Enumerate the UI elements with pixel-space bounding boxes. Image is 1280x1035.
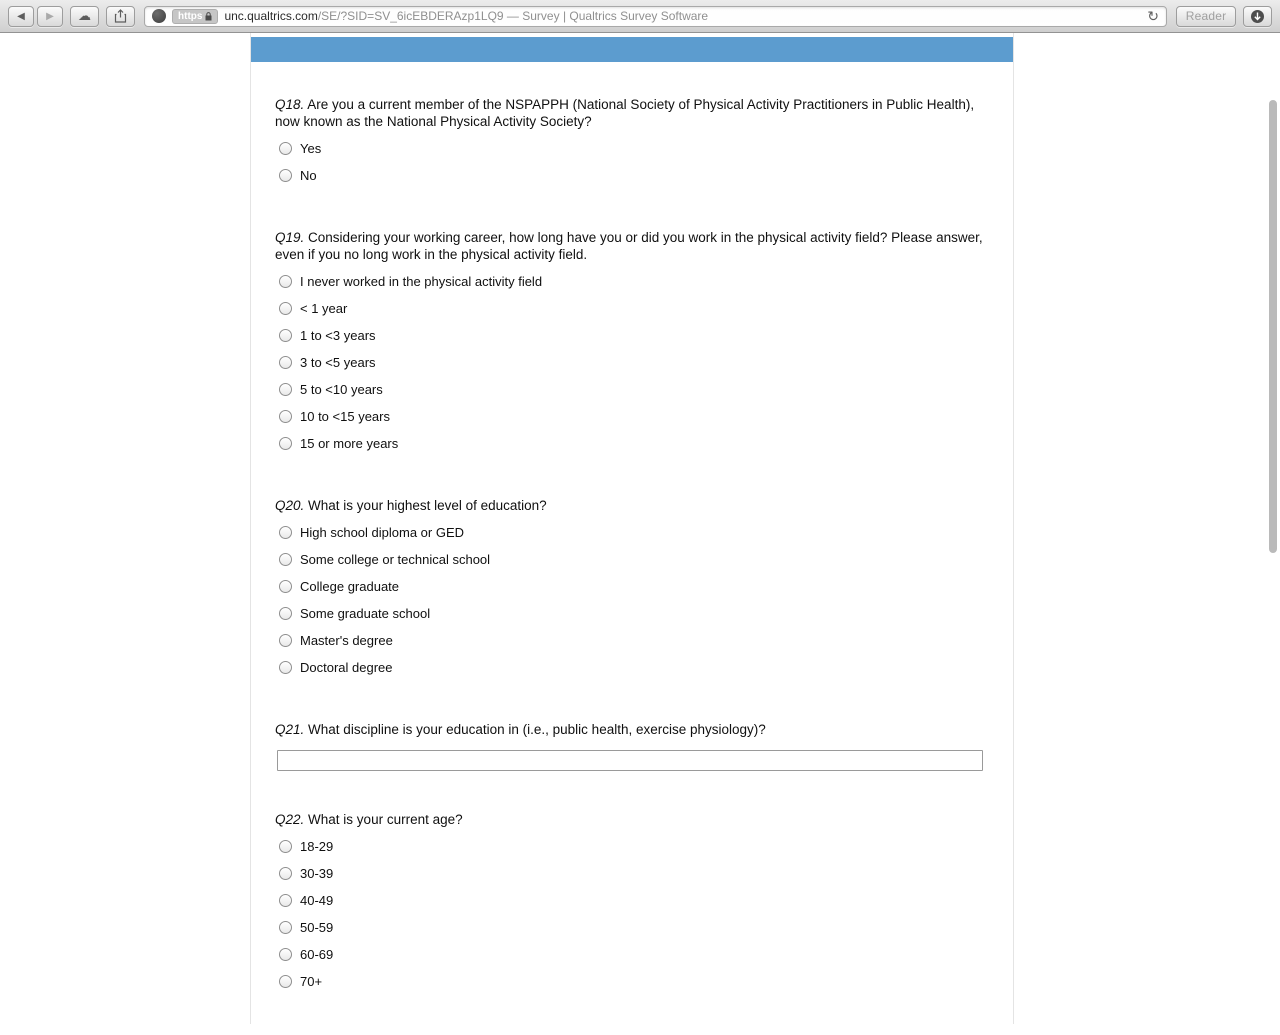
radio-option-label: 30-39 [300, 866, 334, 881]
radio-option-label: < 1 year [300, 301, 348, 316]
lock-icon [205, 12, 212, 21]
radio-button-icon[interactable] [279, 437, 292, 450]
forward-icon: ▶ [46, 10, 54, 22]
forward-button[interactable] [37, 6, 63, 27]
radio-option[interactable] [279, 268, 985, 295]
radio-option-label: 3 to <5 years [300, 355, 376, 370]
question-body: Are you a current member of the NSPAPPH (National Society of Physical Activity Practitioners in Public Health), now known as the National Physical Activity Society? [275, 97, 975, 129]
radio-option[interactable] [279, 430, 985, 457]
question-number: Q18. [275, 97, 305, 112]
question-Q21 [275, 721, 985, 771]
radio-option[interactable] [279, 627, 985, 654]
radio-button-icon[interactable] [279, 661, 292, 674]
radio-option-label: Doctoral degree [300, 660, 393, 675]
radio-button-icon[interactable] [279, 275, 292, 288]
question-body: Considering your working career, how long have you or did you work in the physical activity field? Please answer, even if you no long work in the physical activity field. [275, 230, 983, 262]
radio-option-label: 5 to <10 years [300, 382, 383, 397]
radio-option-label: High school diploma or GED [300, 525, 465, 540]
radio-button-icon[interactable] [279, 553, 292, 566]
options-list [279, 519, 985, 681]
https-label: https [178, 10, 203, 22]
options-list [279, 833, 985, 995]
nav-buttons [8, 6, 63, 27]
radio-button-icon[interactable] [279, 356, 292, 369]
radio-option[interactable] [279, 654, 985, 681]
radio-option[interactable] [279, 349, 985, 376]
radio-option-label: 50-59 [300, 920, 334, 935]
radio-button-icon[interactable] [279, 410, 292, 423]
question-number: Q21. [275, 722, 305, 737]
radio-option-label: Master's degree [300, 633, 393, 648]
options-list [279, 135, 985, 189]
options-list [279, 268, 985, 457]
radio-option-label: I never worked in the physical activity field [300, 274, 543, 289]
radio-button-icon[interactable] [279, 634, 292, 647]
radio-option-label: College graduate [300, 579, 400, 594]
radio-option[interactable] [279, 860, 985, 887]
share-icon [114, 9, 127, 23]
radio-button-icon[interactable] [279, 302, 292, 315]
radio-option[interactable] [279, 135, 985, 162]
radio-option[interactable] [279, 322, 985, 349]
url-path: /SE/?SID=SV_6icEBDERAzp1LQ9 — Survey | Qualtrics Survey Software [317, 9, 709, 23]
browser-viewport [0, 33, 1280, 1024]
question-Q19 [275, 229, 985, 457]
address-bar[interactable] [144, 6, 1167, 27]
question-number: Q22. [275, 812, 305, 827]
reload-button[interactable]: ↻ [1147, 8, 1159, 24]
question-number: Q20. [275, 498, 305, 513]
radio-button-icon[interactable] [279, 329, 292, 342]
question-body: What discipline is your education in (i.e., public health, exercise physiology)? [308, 722, 766, 737]
cloud-icon: ☁ [78, 8, 91, 23]
survey-header-bar [251, 37, 1013, 62]
radio-option[interactable] [279, 546, 985, 573]
radio-option[interactable] [279, 914, 985, 941]
reader-label: Reader [1185, 9, 1227, 23]
question-text [275, 721, 985, 738]
scrollbar-thumb[interactable] [1269, 100, 1277, 553]
radio-button-icon[interactable] [279, 948, 292, 961]
radio-button-icon[interactable] [279, 142, 292, 155]
share-button[interactable] [106, 6, 135, 27]
radio-option-label: 70+ [300, 974, 323, 989]
radio-option-label: Some college or technical school [300, 552, 491, 567]
radio-option[interactable] [279, 573, 985, 600]
survey-questions [251, 96, 1013, 1035]
reader-button[interactable] [1176, 6, 1236, 27]
https-badge [172, 9, 218, 24]
question-Q18 [275, 96, 985, 189]
radio-option[interactable] [279, 519, 985, 546]
question-body: What is your current age? [308, 812, 463, 827]
downloads-button[interactable] [1243, 6, 1272, 27]
question-text [275, 229, 985, 263]
question-Q22 [275, 811, 985, 995]
radio-option-label: 18-29 [300, 839, 334, 854]
site-favicon-icon [152, 9, 166, 23]
radio-button-icon[interactable] [279, 840, 292, 853]
radio-option[interactable] [279, 600, 985, 627]
radio-option[interactable] [279, 295, 985, 322]
radio-button-icon[interactable] [279, 383, 292, 396]
question-number: Q19. [275, 230, 305, 245]
radio-button-icon[interactable] [279, 169, 292, 182]
question-body: What is your highest level of education? [308, 498, 547, 513]
radio-option[interactable] [279, 403, 985, 430]
radio-option[interactable] [279, 376, 985, 403]
radio-option-label: 1 to <3 years [300, 328, 376, 343]
icloud-tabs-button[interactable] [70, 6, 99, 27]
radio-option-label: 15 or more years [300, 436, 399, 451]
radio-button-icon[interactable] [279, 526, 292, 539]
text-answer-input[interactable] [277, 750, 983, 771]
radio-button-icon[interactable] [279, 580, 292, 593]
browser-toolbar [0, 0, 1280, 33]
radio-button-icon[interactable] [279, 894, 292, 907]
radio-option[interactable] [279, 833, 985, 860]
radio-option-label: 40-49 [300, 893, 334, 908]
radio-button-icon[interactable] [279, 975, 292, 988]
radio-option[interactable] [279, 941, 985, 968]
question-text [275, 811, 985, 828]
question-Q20 [275, 497, 985, 681]
radio-option[interactable] [279, 887, 985, 914]
radio-option-label: 10 to <15 years [300, 409, 390, 424]
radio-option-label: Yes [300, 141, 322, 156]
radio-option-label: 60-69 [300, 947, 334, 962]
radio-option[interactable] [279, 968, 985, 995]
radio-button-icon[interactable] [279, 867, 292, 880]
question-text [275, 497, 985, 514]
radio-button-icon[interactable] [279, 607, 292, 620]
radio-option-label: No [300, 168, 317, 183]
radio-option[interactable] [279, 162, 985, 189]
url-text [224, 9, 708, 23]
downloads-icon [1250, 9, 1265, 24]
url-host: unc.qualtrics.com [224, 9, 318, 23]
survey-page [250, 33, 1014, 1024]
back-button[interactable] [8, 6, 34, 27]
back-icon: ◀ [17, 10, 25, 22]
radio-option-label: Some graduate school [300, 606, 431, 621]
radio-button-icon[interactable] [279, 921, 292, 934]
question-text [275, 96, 985, 130]
